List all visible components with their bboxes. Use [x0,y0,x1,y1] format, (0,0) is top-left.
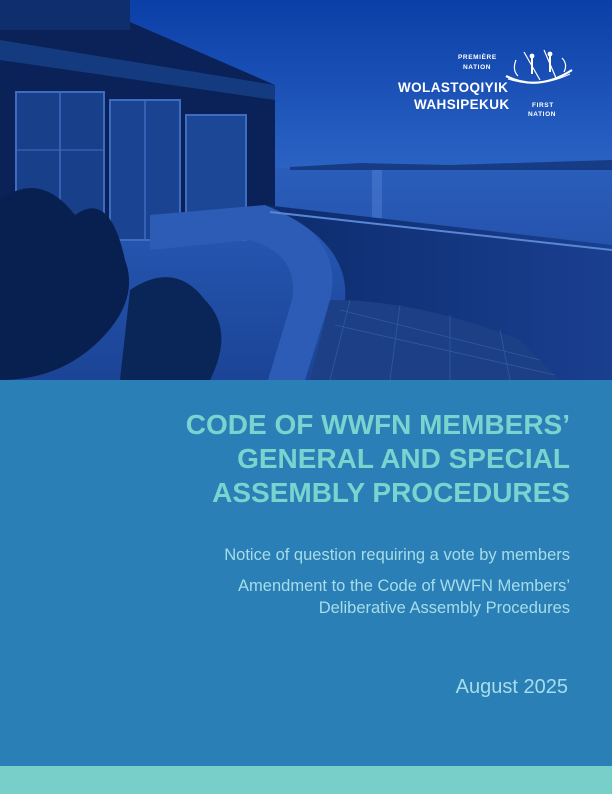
logo-premiere: PREMIÈRE [458,54,497,61]
logo-first: FIRST [532,102,554,109]
amendment-subtitle [30,575,570,619]
logo-name-line2: WAHSIPEKUK [414,97,510,112]
canoe-paddlers-icon [502,46,576,92]
logo-nation-fr: NATION [463,64,492,71]
logo-name-line1: WOLASTOQIYIK [398,80,509,95]
amendment-line2: Deliberative Assembly Procedures [318,599,570,617]
publication-date: August 2025 [455,676,568,698]
notice-subtitle [30,544,570,566]
title-line2: GENERAL AND SPECIAL [237,443,570,474]
title-line3: ASSEMBLY PROCEDURES [212,477,570,508]
footer-band [0,766,612,794]
logo-nation-en: NATION [528,111,557,118]
amendment-line1: Amendment to the Code of WWFN Members’ [238,577,570,595]
document-title [30,408,570,510]
notice-text: Notice of question requiring a vote by members [224,546,570,564]
title-line1: CODE OF WWFN MEMBERS’ [185,409,570,440]
wwfn-logo [392,44,582,126]
